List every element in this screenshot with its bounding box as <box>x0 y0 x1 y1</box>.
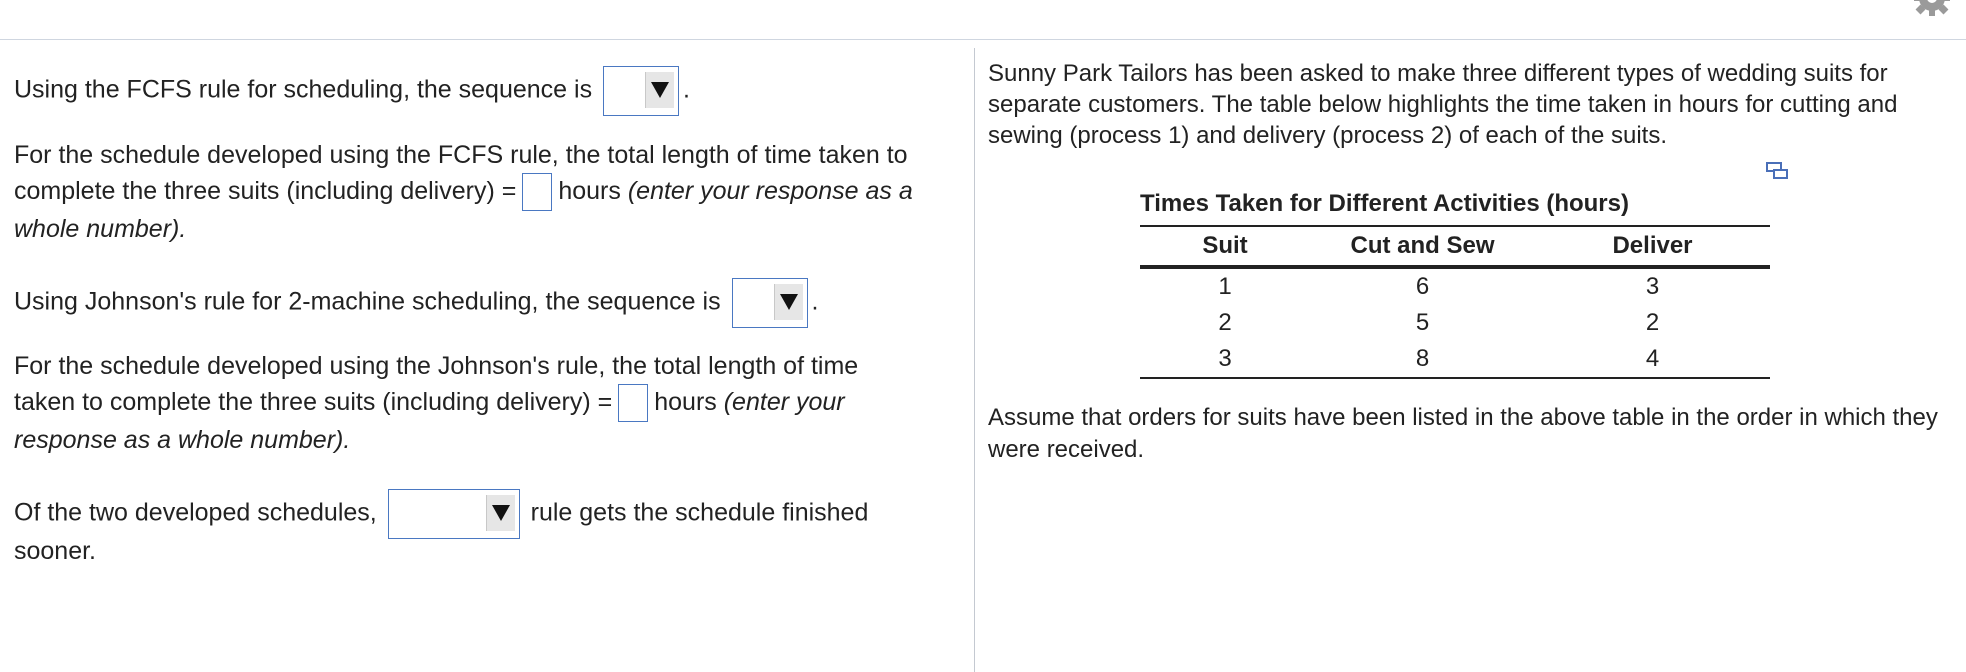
table-cell: 1 <box>1218 273 1232 300</box>
table-cell: 2 <box>1645 309 1660 336</box>
question-text: Using Johnson's rule for 2-machine scheduling, the sequence is <box>14 287 721 316</box>
question-johnson-sequence: Using Johnson's rule for 2-machine scheduling, the sequence is . <box>14 278 818 328</box>
johnson-sequence-dropdown[interactable] <box>732 278 808 328</box>
column-header-cut-and-sew: Cut and Sew <box>1310 226 1535 267</box>
column-header-deliver: Deliver <box>1535 226 1770 267</box>
gear-icon[interactable] <box>1912 0 1952 18</box>
table-row <box>1140 267 1770 305</box>
table-row <box>1140 305 1770 341</box>
dropdown-arrow-icon[interactable] <box>774 284 803 320</box>
question-fcfs-time-line1: For the schedule developed using the FCFS rule, the total length of time taken to <box>14 141 908 169</box>
table-cell: 2 <box>1218 309 1232 336</box>
question-fcfs-sequence: Using the FCFS rule for scheduling, the sequence is . <box>14 66 690 116</box>
table-cell: 6 <box>1415 273 1430 300</box>
question-johnson-time-line3: response as a whole number). <box>14 426 351 454</box>
johnson-total-time-input[interactable] <box>618 384 648 422</box>
column-header-suit: Suit <box>1140 226 1310 267</box>
table-cell: 3 <box>1645 273 1660 300</box>
table-header-row <box>1140 226 1770 267</box>
pane-divider[interactable] <box>974 48 975 672</box>
table-cell: 4 <box>1535 341 1770 378</box>
problem-intro: Sunny Park Tailors has been asked to make three different types of wedding suits for separate customers. The table below highlights the time taken in hours for cutting and sewing (process 1) and delivery (process 2) of each of the suits. <box>988 60 1898 149</box>
question-johnson-time-line1: For the schedule developed using the Johnson's rule, the total length of time <box>14 352 859 380</box>
order-assumption-note: Assume that orders for suits have been listed in the above table in the order in which they were received. <box>988 404 1938 463</box>
dropdown-arrow-icon[interactable] <box>486 495 515 531</box>
table-row <box>1140 341 1770 378</box>
activity-times-table <box>1140 225 1770 379</box>
question-faster-rule: Of the two developed schedules, rule gets the schedule finished <box>14 489 868 539</box>
question-text: Of the two developed schedules, <box>14 498 377 527</box>
question-fcfs-time-line3: whole number). <box>14 215 187 243</box>
table-cell: 8 <box>1310 341 1535 378</box>
table-cell: 5 <box>1415 309 1430 336</box>
expand-table-icon[interactable] <box>1766 162 1788 180</box>
question-text: Using the FCFS rule for scheduling, the sequence is <box>14 75 593 104</box>
question-fcfs-time-line2: complete the three suits (including delivery) = hours (enter your response as a <box>14 172 913 211</box>
top-toolbar <box>0 0 1966 40</box>
question-faster-rule-line2: sooner. <box>14 537 97 565</box>
fcfs-total-time-input[interactable] <box>522 173 552 211</box>
faster-rule-dropdown[interactable] <box>388 489 520 539</box>
table-cell: 3 <box>1140 341 1310 378</box>
dropdown-arrow-icon[interactable] <box>645 72 674 108</box>
question-johnson-time-line2: taken to complete the three suits (including delivery) = hours (enter your <box>14 383 845 422</box>
fcfs-sequence-dropdown[interactable] <box>603 66 679 116</box>
table-title: Times Taken for Different Activities (hours) <box>1140 190 1629 217</box>
